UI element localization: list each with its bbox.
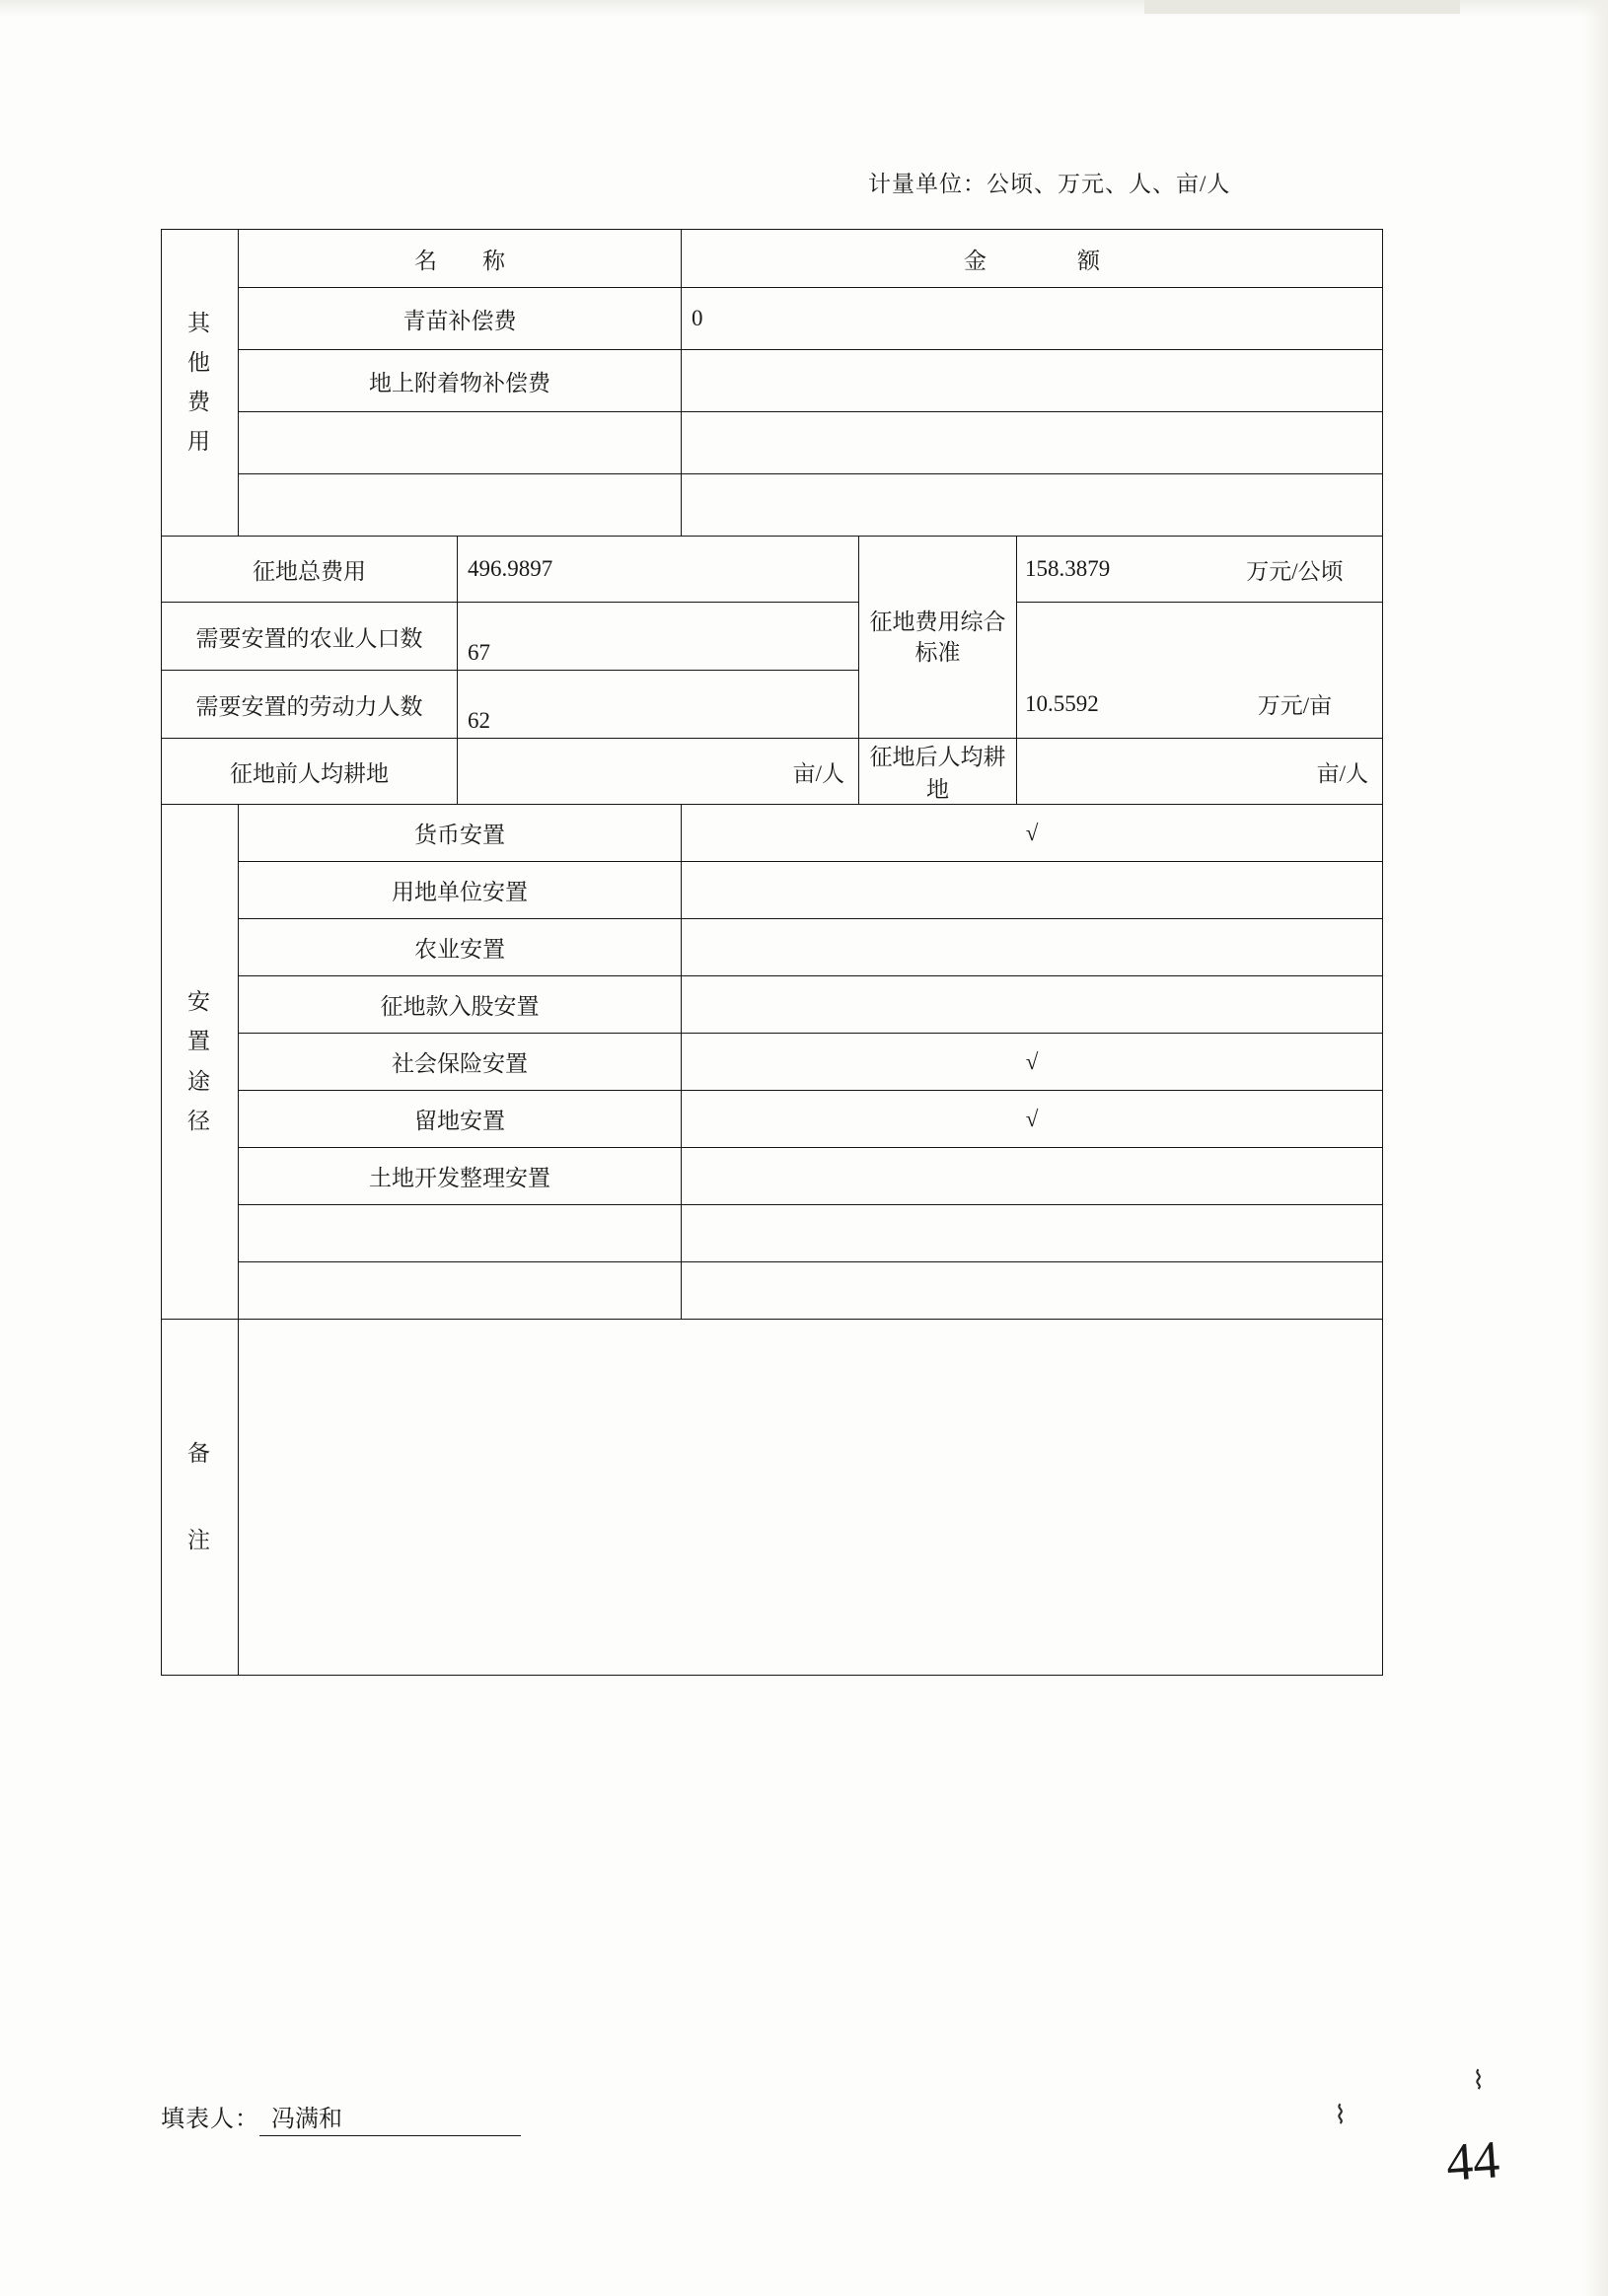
scan-corner-shading: [1144, 0, 1460, 14]
table-row: [162, 1034, 1383, 1091]
per-capita-before-label: 征地前人均耕地: [162, 739, 458, 805]
resettlement-option-name-6: 土地开发整理安置: [239, 1148, 682, 1205]
standard-value-cell-1: [1017, 537, 1383, 603]
standard-unit-1: 万元/公顷: [1246, 558, 1344, 584]
other-fee-name-1: 地上附着物补偿费: [239, 350, 682, 412]
other-fee-name-0: 青苗补偿费: [239, 288, 682, 350]
total-cost-value[interactable]: 496.9897: [458, 537, 859, 603]
resettlement-option-mark-4[interactable]: √: [682, 1034, 1383, 1091]
resettlement-option-mark-2[interactable]: [682, 919, 1383, 976]
ink-mark-icon: ⌇: [1334, 2101, 1347, 2129]
labor-population-label: 需要安置的劳动力人数: [162, 671, 458, 739]
filler-label: 填表人：: [161, 2107, 259, 2132]
resettlement-option-mark-0[interactable]: √: [682, 805, 1383, 862]
table-row: [162, 671, 1383, 739]
table-row: [162, 976, 1383, 1034]
table-row: [162, 919, 1383, 976]
resettlement-option-mark-6[interactable]: [682, 1148, 1383, 1205]
resettlement-option-name-8[interactable]: [239, 1262, 682, 1320]
per-capita-after-unit: 亩/人: [1316, 760, 1368, 786]
agricultural-population-label: 需要安置的农业人口数: [162, 603, 458, 671]
table-row: [162, 805, 1383, 862]
resettlement-option-mark-1[interactable]: [682, 862, 1383, 919]
standard-value-2[interactable]: 10.5592: [1025, 690, 1099, 716]
table-row: [162, 288, 1383, 350]
ink-mark-secondary-icon: ⌇: [1472, 2066, 1485, 2095]
per-capita-before-cell: [458, 739, 859, 805]
per-capita-after-cell: [1017, 739, 1383, 805]
standard-spacer-cell: [1017, 603, 1383, 671]
table-row: [162, 1262, 1383, 1320]
other-fee-amount-1[interactable]: [682, 350, 1383, 412]
total-cost-label: 征地总费用: [162, 537, 458, 603]
remarks-content[interactable]: [239, 1320, 1383, 1676]
resettlement-option-name-7[interactable]: [239, 1205, 682, 1262]
resettlement-option-name-5: 留地安置: [239, 1091, 682, 1148]
other-fees-amount-header: 金 额: [682, 230, 1383, 288]
table-row: [162, 1320, 1383, 1676]
table-row: [162, 230, 1383, 288]
scan-edge-shading-right: [1582, 0, 1608, 2296]
resettlement-option-mark-3[interactable]: [682, 976, 1383, 1034]
resettlement-option-name-4: 社会保险安置: [239, 1034, 682, 1091]
table-row: [162, 862, 1383, 919]
land-acquisition-form-table: [161, 229, 1383, 1676]
other-fees-row-label: 其 他 费 用: [162, 230, 239, 537]
table-row: [162, 350, 1383, 412]
form-footer: [161, 2099, 521, 2136]
per-capita-after-label: 征地后人均耕地: [859, 739, 1017, 805]
resettlement-row-label: 安 置 途 径: [162, 805, 239, 1320]
other-fee-name-2[interactable]: [239, 412, 682, 474]
standard-value-1[interactable]: 158.3879: [1025, 556, 1111, 581]
resettlement-option-name-0: 货币安置: [239, 805, 682, 862]
resettlement-option-name-2: 农业安置: [239, 919, 682, 976]
other-fee-amount-2[interactable]: [682, 412, 1383, 474]
page-number: 44: [1443, 2129, 1502, 2192]
table-row: [162, 1091, 1383, 1148]
resettlement-option-mark-8[interactable]: [682, 1262, 1383, 1320]
other-fee-amount-3[interactable]: [682, 474, 1383, 537]
resettlement-option-name-3: 征地款入股安置: [239, 976, 682, 1034]
standard-value-cell-2: [1017, 671, 1383, 739]
per-capita-before-unit: 亩/人: [792, 760, 844, 786]
resettlement-option-name-1: 用地单位安置: [239, 862, 682, 919]
table-row: [162, 537, 1383, 603]
table-row: [162, 1148, 1383, 1205]
other-fee-amount-0[interactable]: 0: [682, 288, 1383, 350]
filler-name-field[interactable]: 冯满和: [259, 2099, 521, 2136]
remarks-label: 备 注: [162, 1320, 239, 1676]
other-fees-name-header: 名 称: [239, 230, 682, 288]
comprehensive-standard-label: 征地费用综合标准: [859, 537, 1017, 739]
agricultural-population-value[interactable]: 67: [458, 603, 859, 671]
table-row: [162, 474, 1383, 537]
other-fee-name-3[interactable]: [239, 474, 682, 537]
measurement-unit-note: 计量单位：公顷、万元、人、亩/人: [868, 172, 1231, 196]
resettlement-option-mark-5[interactable]: √: [682, 1091, 1383, 1148]
table-row: [162, 739, 1383, 805]
table-row: [162, 1205, 1383, 1262]
table-row: [162, 412, 1383, 474]
table-row: [162, 603, 1383, 671]
labor-population-value[interactable]: 62: [458, 671, 859, 739]
resettlement-option-mark-7[interactable]: [682, 1205, 1383, 1262]
scan-edge-shading-top: [0, 0, 1608, 18]
standard-unit-2: 万元/亩: [1257, 693, 1333, 719]
